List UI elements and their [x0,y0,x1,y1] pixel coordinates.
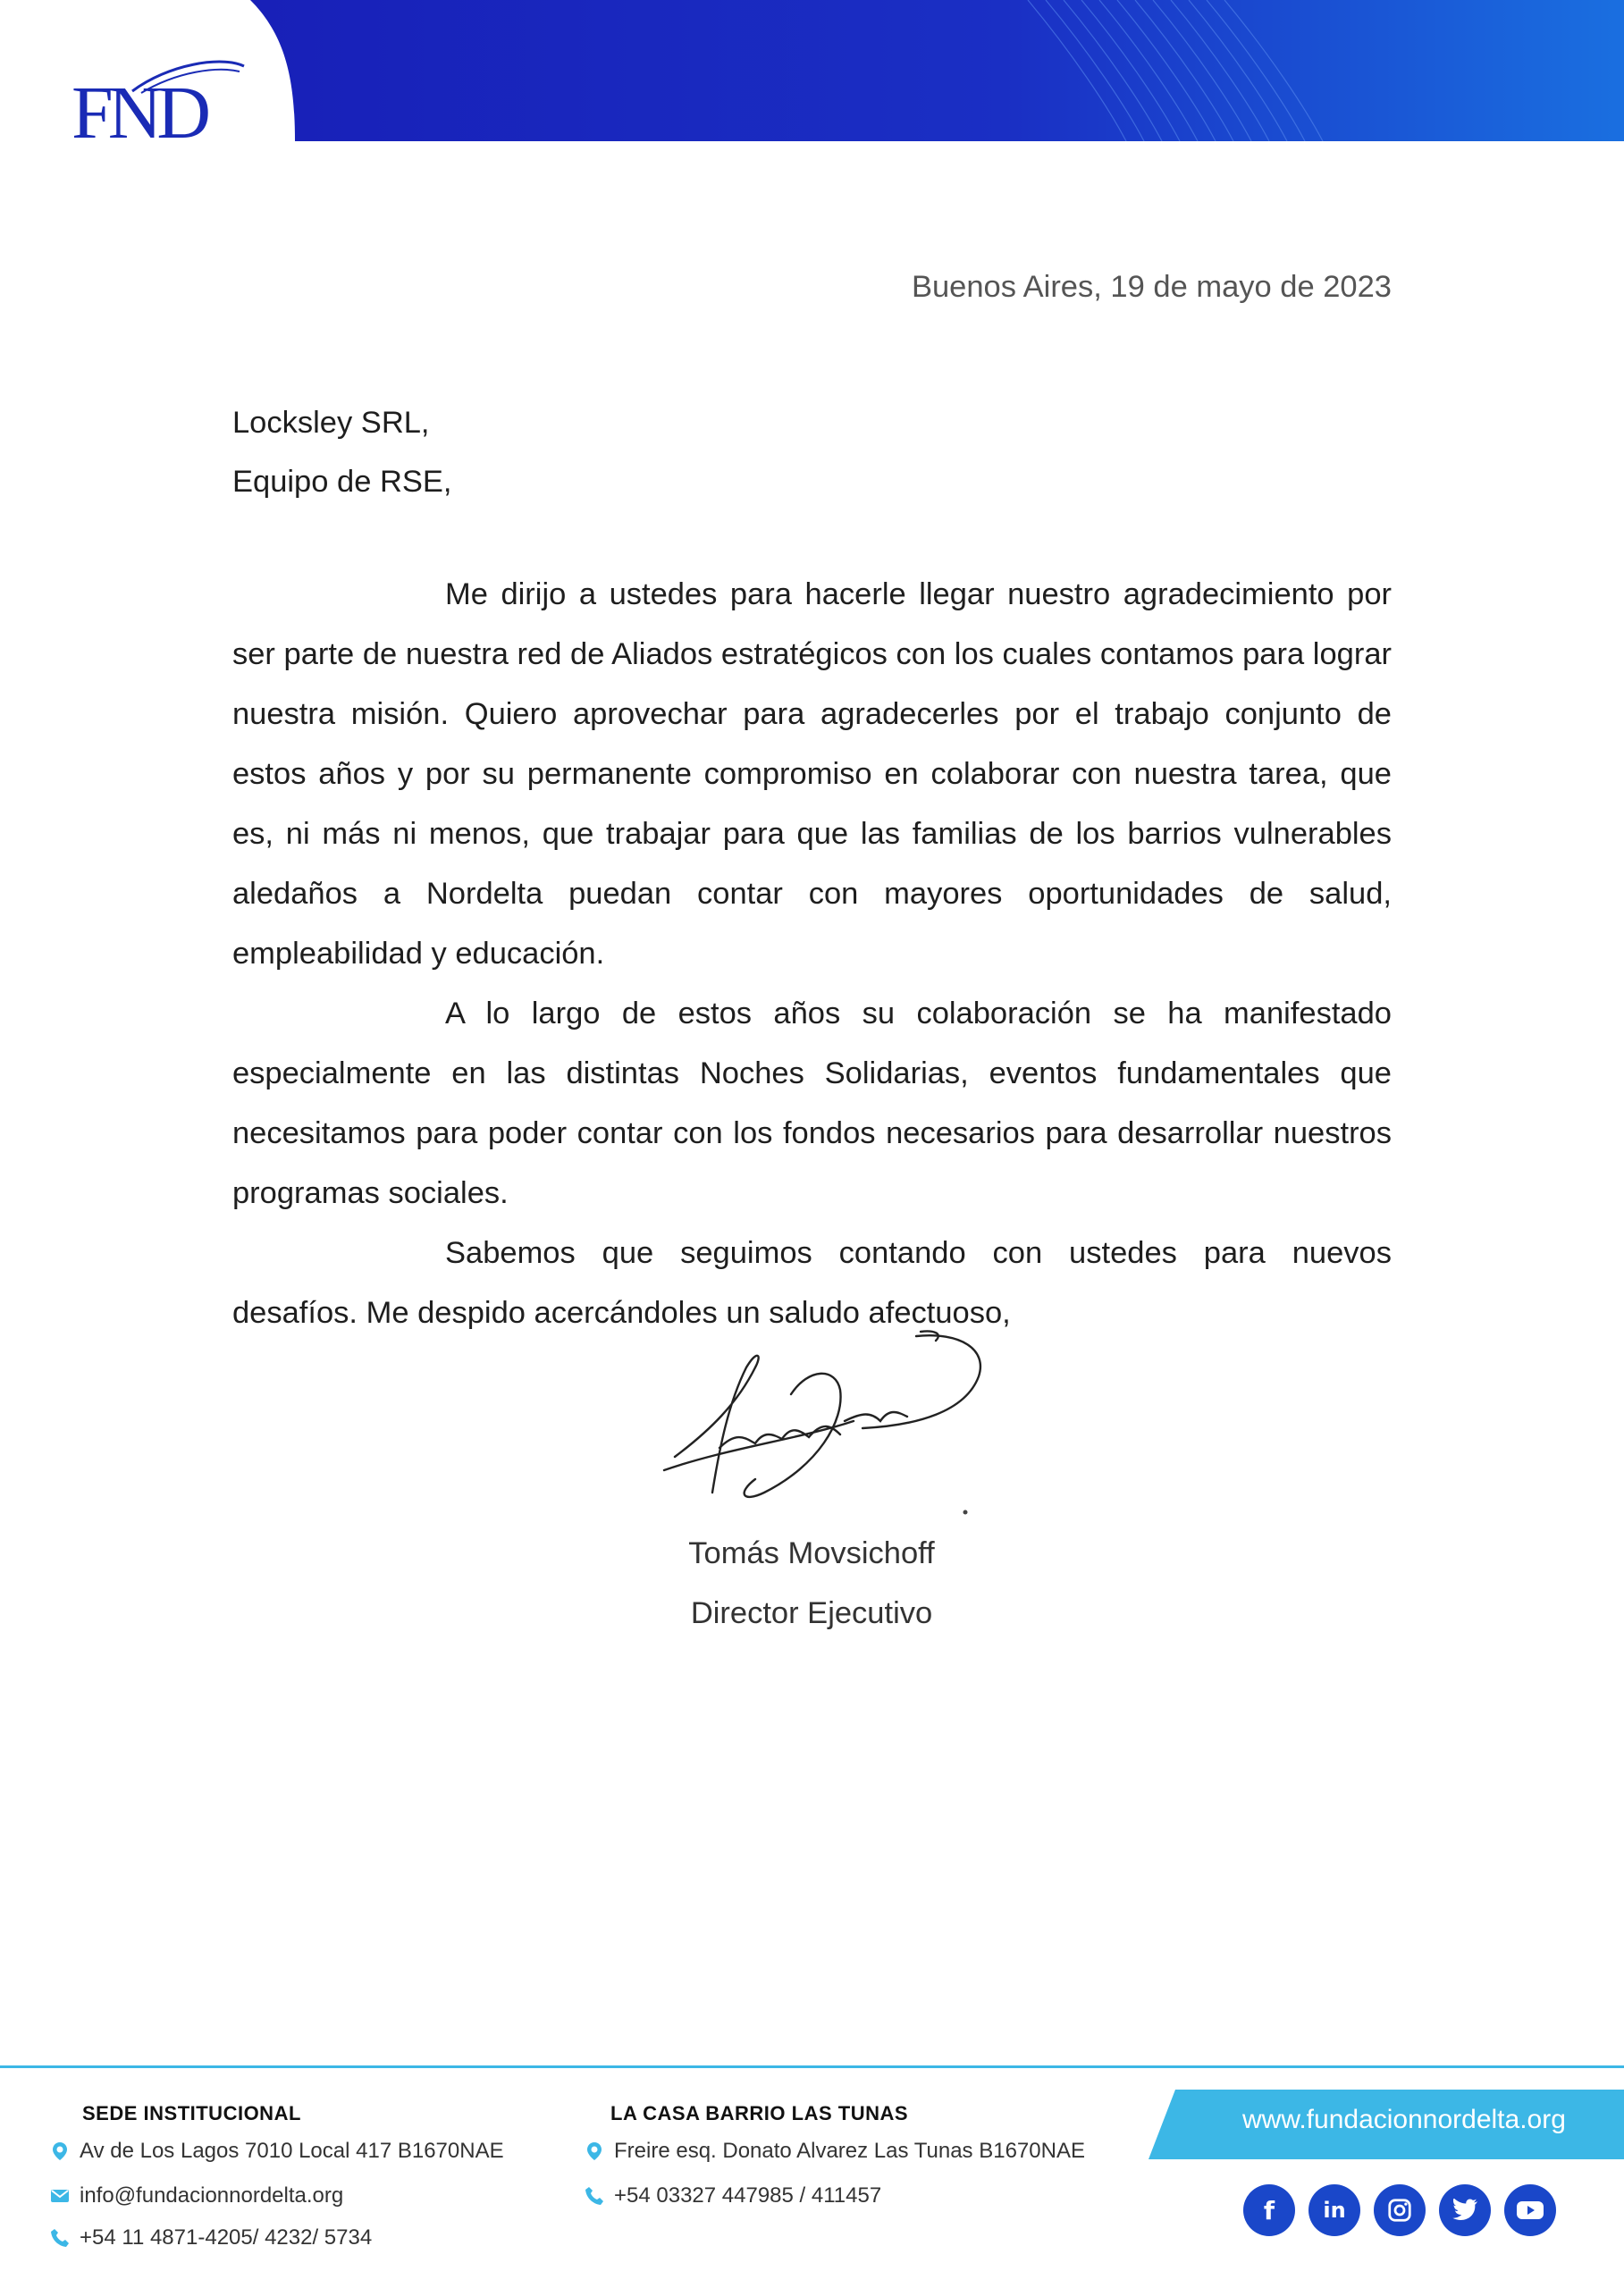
sede-title: SEDE INSTITUCIONAL [82,2102,301,2124]
email-icon [49,2185,71,2207]
recipient-company: Locksley SRL, [232,406,430,440]
casa-phone-row [584,2183,881,2208]
letter-date: Buenos Aires, 19 de mayo de 2023 [911,270,1392,304]
recipient-team: Equipo de RSE, [232,465,452,499]
youtube-icon[interactable] [1504,2184,1556,2236]
facebook-icon[interactable]: f [1243,2184,1295,2236]
sede-email-row [49,2183,343,2208]
location-pin-icon [584,2141,605,2162]
svg-text:FND: FND [72,72,206,154]
casa-title: LA CASA BARRIO LAS TUNAS [610,2102,909,2124]
sede-address: Av de Los Lagos 7010 Local 417 B1670NAE [80,2139,504,2163]
paragraph: Sabemos que seguimos contando con ustedes para nuevos desafíos. Me despido acercándoles un saludo afectuoso, [232,1236,1392,1330]
phone-icon [584,2185,605,2207]
letter-body [232,565,1392,1343]
linkedin-icon[interactable]: in [1308,2184,1360,2236]
paragraph: Me dirijo a ustedes para hacerle llegar nuestro agradecimiento por ser parte de nuestra red de Aliados estratégicos con los cuales contamos para lograr nuestra misión. Quiero aprovechar para agradecerles por el trabajo conjunto de estos años y por su permanente compromiso en colaborar con nuestra tarea, que es, ni más ni menos, que trabajar para que las familias de los barrios vulnerables aledaños a Nordelta puedan contar con mayores oportunidades de salud, empleabilidad y educación. [232,577,1392,971]
signer-block [642,1524,981,1644]
casa-phone: +54 03327 447985 / 411457 [614,2183,882,2208]
sede-phone-row [49,2225,372,2250]
paragraph: A lo largo de estos años su colaboración se ha manifestado especialmente en las distintas Noches Solidarias, eventos fundamentales que necesitamos para poder contar con los fondos necesarios para desarrollar nuestros programas sociales. [232,997,1392,1210]
casa-address-row [584,2139,1085,2164]
footer-divider [0,2065,1624,2068]
fnd-logo [70,55,248,154]
sede-address-row [49,2139,504,2164]
signer-name: Tomás Movsichoff [688,1536,935,1570]
sede-email[interactable]: info@fundacionnordelta.org [80,2183,344,2208]
handwritten-signature [657,1314,997,1537]
website-link[interactable]: www.fundacionnordelta.org [1242,2105,1566,2134]
signer-title: Director Ejecutivo [690,1596,933,1630]
sede-phone: +54 11 4871-4205/ 4232/ 5734 [80,2225,373,2250]
location-pin-icon [49,2141,71,2162]
phone-icon [49,2227,71,2249]
instagram-icon[interactable] [1374,2184,1426,2236]
recipient-block [232,393,452,511]
casa-address: Freire esq. Donato Alvarez Las Tunas B1670NAE [614,2139,1085,2163]
twitter-icon[interactable] [1439,2184,1491,2236]
